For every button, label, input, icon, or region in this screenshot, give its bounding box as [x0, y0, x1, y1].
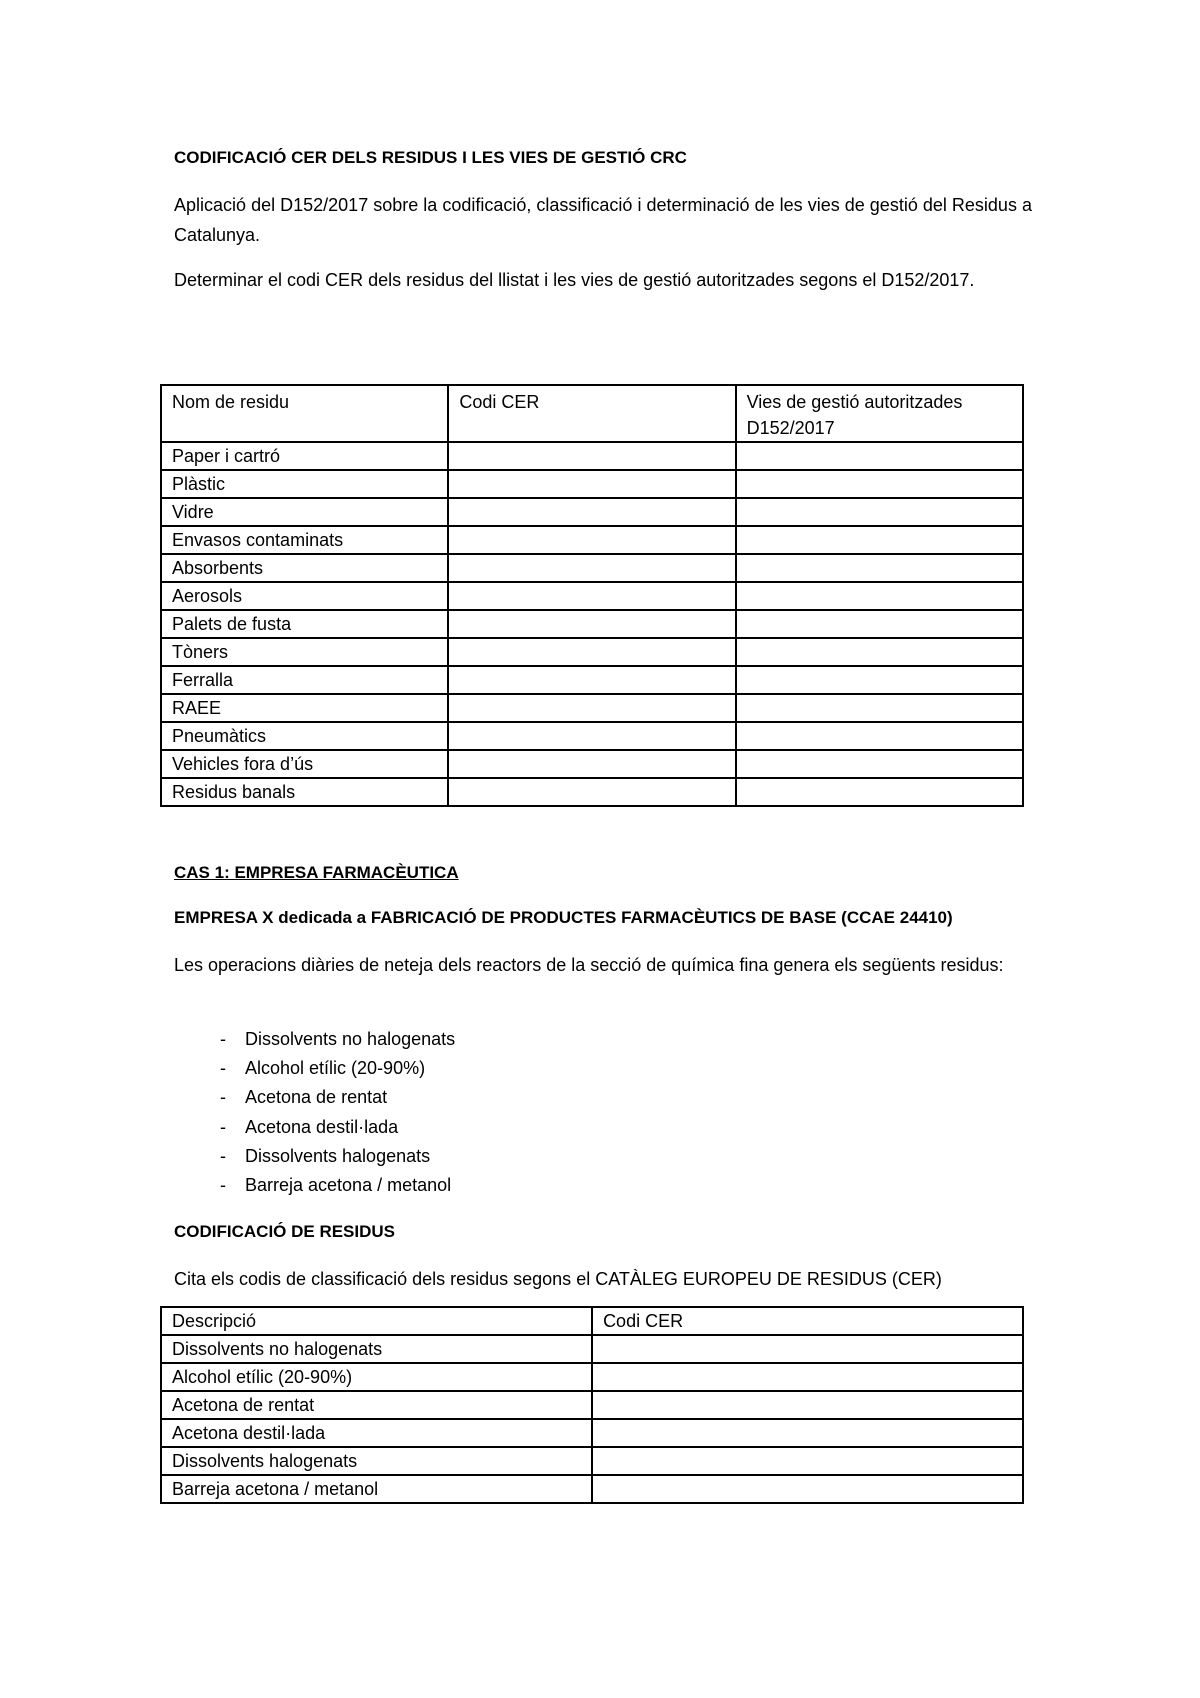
cer-codes-table: [160, 1306, 1024, 1504]
list-item-text: Alcohol etílic (20-90%): [245, 1058, 426, 1079]
management-route-cell: [736, 610, 1023, 638]
cer-code-cell: [592, 1391, 1023, 1419]
waste-name-cell: Vidre: [161, 498, 448, 526]
dash-bullet: -: [220, 1058, 226, 1079]
management-route-cell: [736, 778, 1023, 806]
cer-code-cell: [448, 694, 735, 722]
case-heading: CAS 1: EMPRESA FARMACÈUTICA: [174, 863, 459, 882]
cer-code-cell: [448, 666, 735, 694]
cer-code-cell: [448, 778, 735, 806]
cer-code-cell: [592, 1475, 1023, 1503]
waste-name-cell: Tòners: [161, 638, 448, 666]
document-title: CODIFICACIÓ CER DELS RESIDUS I LES VIES DE GESTIÓ CRC: [174, 148, 687, 167]
cer-code-cell: [592, 1419, 1023, 1447]
waste-management-table: [160, 384, 1024, 807]
table-row: [161, 1419, 1023, 1447]
list-item: [174, 1025, 455, 1054]
intro-paragraph-1: Aplicació del D152/2017 sobre la codificació, classificació i determinació de les vies de gestió del Residus a Catalunya.: [174, 195, 1032, 245]
list-item-text: Dissolvents no halogenats: [245, 1029, 456, 1049]
management-route-cell: [736, 694, 1023, 722]
table-row: [161, 1363, 1023, 1391]
cer-code-cell: [448, 470, 735, 498]
table-row: [161, 582, 1023, 610]
list-item-text: Acetona de rentat: [245, 1087, 388, 1108]
table-row: [161, 442, 1023, 470]
waste-name-cell: RAEE: [161, 694, 448, 722]
table-row: [161, 722, 1023, 750]
table-row: [161, 1335, 1023, 1363]
management-route-cell: [736, 498, 1023, 526]
description-cell: Dissolvents halogenats: [161, 1447, 592, 1475]
waste-name-cell: Palets de fusta: [161, 610, 448, 638]
table-row: [161, 526, 1023, 554]
coding-heading: CODIFICACIÓ DE RESIDUS: [174, 1222, 396, 1241]
waste-name-cell: Residus banals: [161, 778, 448, 806]
description-cell: Acetona de rentat: [161, 1391, 592, 1419]
management-route-cell: [736, 666, 1023, 694]
list-item: [174, 1054, 455, 1083]
case-paragraph: Les operacions diàries de neteja dels reactors de la secció de química fina genera els següents residus:: [174, 955, 1004, 975]
waste-name-cell: Aerosols: [161, 582, 448, 610]
header-cell-cer-code: Codi CER: [448, 385, 735, 442]
management-route-cell: [736, 750, 1023, 778]
cer-code-cell: [448, 498, 735, 526]
dash-bullet: -: [220, 1087, 226, 1108]
header-cell-management-routes: Vies de gestió autoritzades D152/2017: [736, 385, 1023, 442]
header-cell-waste-name: Nom de residu: [161, 385, 448, 442]
cer-code-cell: [448, 638, 735, 666]
dash-bullet: -: [220, 1174, 226, 1195]
waste-name-cell: Absorbents: [161, 554, 448, 582]
header-cell-cer-code: Codi CER: [592, 1307, 1023, 1335]
table-header-row: [161, 385, 1023, 442]
table-row: [161, 666, 1023, 694]
cer-code-cell: [448, 554, 735, 582]
list-item: [174, 1171, 455, 1200]
cer-code-cell: [592, 1447, 1023, 1475]
coding-paragraph: Cita els codis de classificació dels residus segons el CATÀLEG EUROPEU DE RESIDUS (CER): [174, 1269, 942, 1289]
management-route-cell: [736, 442, 1023, 470]
description-cell: Acetona destil·lada: [161, 1419, 592, 1447]
list-item-text: Barreja acetona / metanol: [245, 1174, 452, 1195]
cer-code-cell: [592, 1335, 1023, 1363]
management-route-cell: [736, 526, 1023, 554]
cer-code-cell: [448, 722, 735, 750]
waste-name-cell: Pneumàtics: [161, 722, 448, 750]
list-item-text: Acetona destil·lada: [245, 1116, 399, 1137]
management-route-cell: [736, 638, 1023, 666]
table-row: [161, 694, 1023, 722]
table-row: [161, 750, 1023, 778]
management-route-cell: [736, 582, 1023, 610]
list-item: [174, 1113, 455, 1142]
table-row: [161, 498, 1023, 526]
waste-name-cell: Envasos contaminats: [161, 526, 448, 554]
description-cell: Dissolvents no halogenats: [161, 1335, 592, 1363]
table-row: [161, 778, 1023, 806]
description-cell: Barreja acetona / metanol: [161, 1475, 592, 1503]
description-cell: Alcohol etílic (20-90%): [161, 1363, 592, 1391]
cer-code-cell: [448, 442, 735, 470]
management-route-cell: [736, 554, 1023, 582]
list-item: [174, 1083, 455, 1112]
cer-code-cell: [448, 582, 735, 610]
dash-bullet: -: [220, 1029, 226, 1049]
cer-code-cell: [448, 610, 735, 638]
table-row: [161, 1391, 1023, 1419]
waste-name-cell: Ferralla: [161, 666, 448, 694]
management-route-cell: [736, 722, 1023, 750]
dash-bullet: -: [220, 1116, 226, 1137]
company-description: EMPRESA X dedicada a FABRICACIÓ DE PRODUCTES FARMACÈUTICS DE BASE (CCAE 24410): [174, 908, 953, 927]
dash-bullet: -: [220, 1145, 226, 1166]
table-row: [161, 1447, 1023, 1475]
cer-code-cell: [448, 750, 735, 778]
waste-name-cell: Plàstic: [161, 470, 448, 498]
table-row: [161, 1475, 1023, 1503]
table-row: [161, 610, 1023, 638]
table-row: [161, 554, 1023, 582]
waste-name-cell: Paper i cartró: [161, 442, 448, 470]
cer-code-cell: [448, 526, 735, 554]
waste-list: [174, 1025, 455, 1200]
list-item-text: Dissolvents halogenats: [245, 1145, 431, 1166]
header-cell-description: Descripció: [161, 1307, 592, 1335]
intro-paragraph-2: Determinar el codi CER dels residus del llistat i les vies de gestió autoritzades segons el D152/2017.: [174, 270, 975, 290]
table-header-row: [161, 1307, 1023, 1335]
list-item: [174, 1142, 455, 1171]
table-row: [161, 470, 1023, 498]
management-route-cell: [736, 470, 1023, 498]
waste-name-cell: Vehicles fora d’ús: [161, 750, 448, 778]
cer-code-cell: [592, 1363, 1023, 1391]
table-row: [161, 638, 1023, 666]
